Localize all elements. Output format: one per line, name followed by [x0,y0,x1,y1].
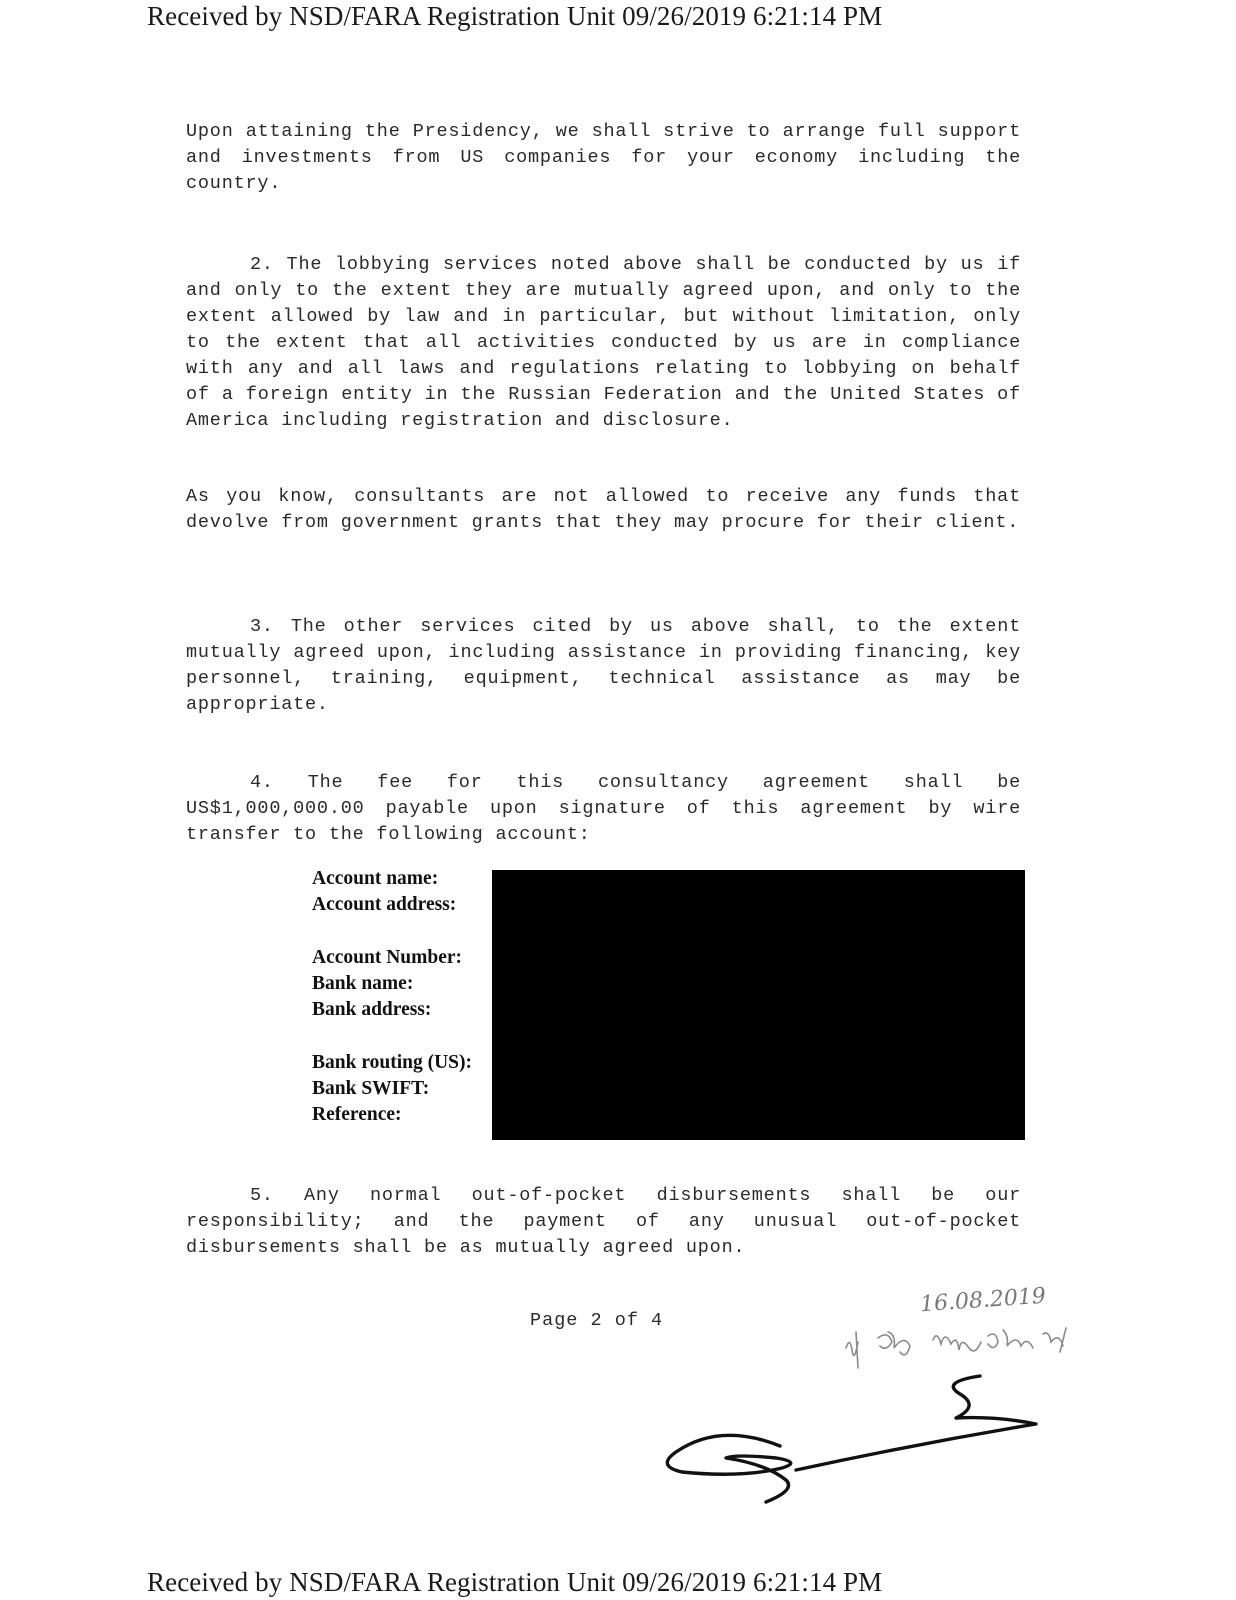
redaction-box [492,870,1025,1140]
clause-3-paragraph: 3. The other services cited by us above shall, to the extent mutually agreed upon, including assistance in providing financing, key personnel, training, equipment, technical assistance as may be appropriate. [186,616,1021,715]
account-name-label: Account name: [312,868,439,889]
account-number-label: Account Number: [312,947,463,968]
signature [660,1368,1080,1508]
bank-address-label: Bank address: [312,999,432,1020]
clause-4-paragraph: 4. The fee for this consultancy agreement shall be US$1,000,000.00 payable upon signature of this agreement by wire transfer to the following account: [186,772,1021,845]
clause-2-paragraph: 2. The lobbying services noted above shall be conducted by us if and only to the extent they are mutually agreed upon, and only to the extent allowed by law and in particular, but without limitation, only to the extent that all activities conducted by us are in compliance with any and all laws and regulations relating to lobbying on behalf of a foreign entity in the Russian Federation and the United States of America including registration and disclosure. [186,254,1021,431]
footer-received-stamp: Received by NSD/FARA Registration Unit 09/26/2019 6:21:14 PM [147,1567,883,1597]
clause-2-consultants-paragraph: As you know, consultants are not allowed to receive any funds that devolve from government grants that they may procure for their client. [186,486,1021,533]
bank-swift-label: Bank SWIFT: [312,1078,430,1099]
intro-paragraph: Upon attaining the Presidency, we shall strive to arrange full support and investments from US companies for your economy including the country. [186,121,1021,194]
clause-5-paragraph: 5. Any normal out-of-pocket disbursements shall be our responsibility; and the payment of any unusual out-of-pocket disbursements shall be as mutually agreed upon. [186,1185,1021,1258]
account-address-label: Account address: [312,894,457,915]
handwritten-date: 16.08.2019 [919,1283,1047,1318]
bank-routing-label: Bank routing (US): [312,1052,473,1073]
header-received-stamp: Received by NSD/FARA Registration Unit 09/26/2019 6:21:14 PM [147,1,883,31]
page-number: Page 2 of 4 [530,1310,664,1331]
bank-name-label: Bank name: [312,973,414,994]
reference-label: Reference: [312,1104,402,1125]
